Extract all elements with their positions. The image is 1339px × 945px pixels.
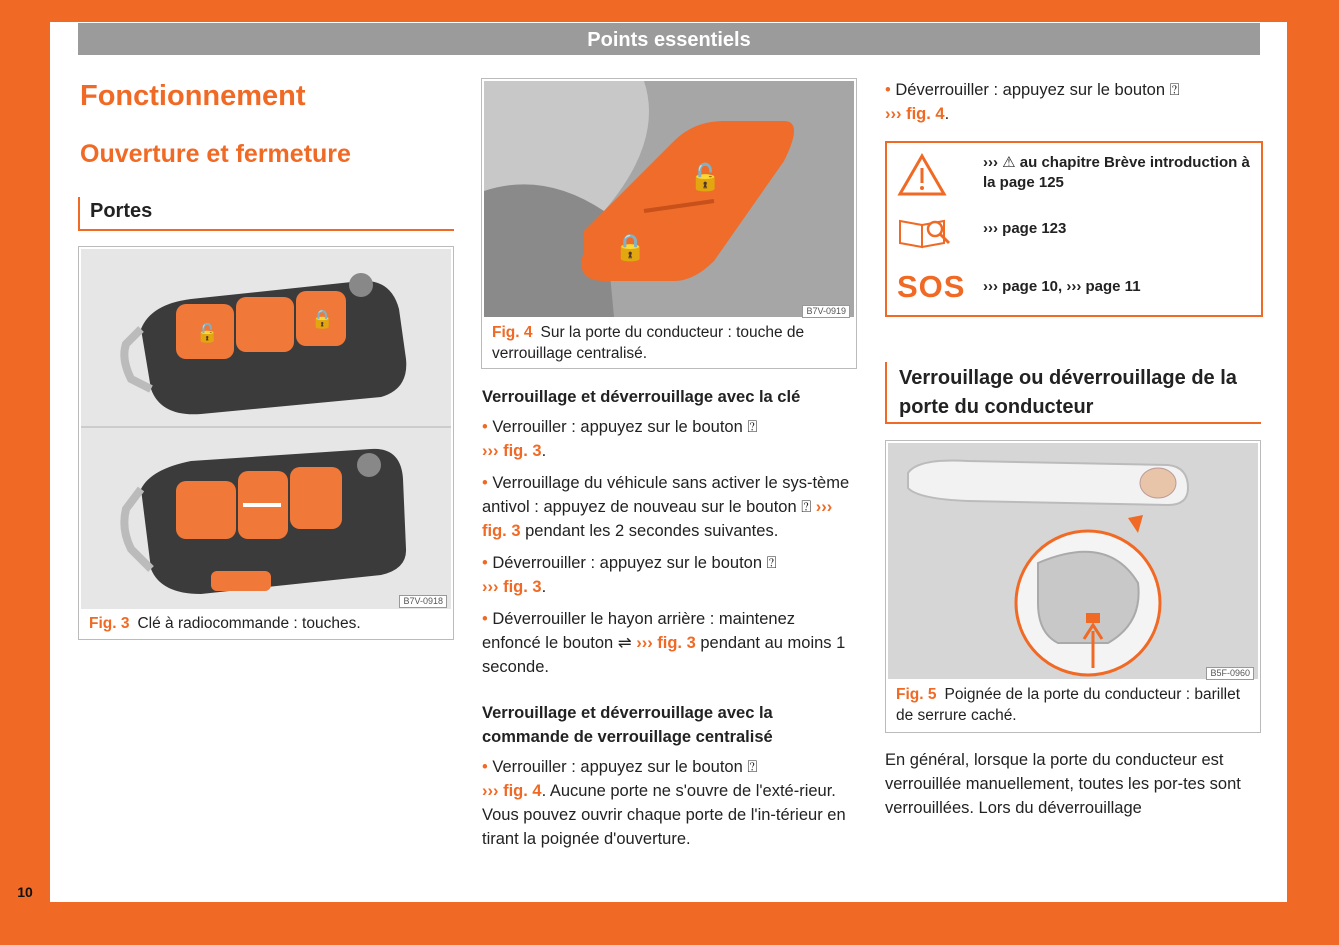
bullet-unlock-key: • Déverrouiller : appuyez sur le bouton ⍰ ››› fig. 3. <box>482 554 777 596</box>
figure-3-code: B7V-0918 <box>399 595 447 608</box>
bullet-lock-central: • Verrouiller : appuyez sur le bouton ⍰ ››› fig. 4. Aucune porte ne s'ouvre de l'exté-rieur. Vous pouvez ouvrir chaque porte de l'in-térieur en tirant la poignée d'ouverture. <box>482 758 846 848</box>
svg-text:🔓: 🔓 <box>196 323 219 344</box>
page-header: Points essentiels <box>78 23 1260 55</box>
figure-4-caption-text: Sur la porte du conducteur : touche de verrouillage centralisé. <box>492 324 805 362</box>
ref-book-text[interactable]: ››› page 123 <box>983 220 1067 237</box>
figure-3 <box>78 246 454 640</box>
reference-box <box>885 141 1263 317</box>
ref-fig3-a[interactable]: ››› fig. 3 <box>482 442 542 460</box>
heading-driver-door-text: Verrouillage ou déverrouillage de la porte du conducteur <box>899 367 1237 418</box>
figure-3-image <box>81 249 451 609</box>
ref-fig3-c[interactable]: ››› fig. 3 <box>482 578 542 596</box>
sos-icon: SOS <box>897 269 966 304</box>
bullet-lock-key: • Verrouiller : appuyez sur le bouton ⍰ ››› fig. 3. <box>482 418 758 460</box>
heading-portes-text: Portes <box>90 200 153 222</box>
figure-4-image <box>484 81 854 317</box>
figure-5-caption-text: Poignée de la porte du conducteur : barillet de serrure caché. <box>896 686 1241 724</box>
figure-4-code: B7V-0919 <box>802 305 850 318</box>
subheading-key: Verrouillage et déverrouillage avec la clé <box>482 388 801 406</box>
bullet-unlock-tailgate: • Déverrouiller le hayon arrière : maintenez enfoncé le bouton ⇌ ››› fig. 3 pendant au moins 1 seconde. <box>482 610 846 676</box>
page-number: 10 <box>17 884 33 900</box>
door-button-illustration <box>484 81 854 317</box>
ref-row-warning <box>887 151 1261 201</box>
book-search-icon <box>897 215 953 251</box>
figure-4-label: Fig. 4 <box>492 324 533 341</box>
heading-driver-door <box>885 362 1261 424</box>
bullet-unlock-central: • Déverrouiller : appuyez sur le bouton ⍰ ››› fig. 4. <box>885 81 1180 123</box>
figure-3-label: Fig. 3 <box>89 615 130 632</box>
ref-warning-text[interactable]: ››› ⚠ au chapitre Brève introduction à la page 125 <box>983 154 1250 191</box>
svg-text:🔓: 🔓 <box>689 163 722 193</box>
figure-3-caption <box>89 613 439 634</box>
ref-fig3-d[interactable]: ››› fig. 3 <box>636 634 696 652</box>
figure-4-caption <box>492 322 842 364</box>
subheading-central: Verrouillage et déverrouillage avec la commande de verrouillage centralisé <box>482 704 773 746</box>
key-fob-illustration <box>81 249 451 609</box>
figure-5-label: Fig. 5 <box>896 686 937 703</box>
figure-3-caption-text: Clé à radiocommande : touches. <box>137 615 361 632</box>
door-handle-illustration <box>888 443 1258 679</box>
figure-5-image <box>888 443 1258 679</box>
figure-4 <box>481 78 857 369</box>
driver-door-paragraph: En général, lorsque la porte du conducteur est verrouillée manuellement, toutes les por-tes sont verrouillées. Lors du déverrouillage <box>885 751 1241 817</box>
heading-portes <box>78 197 454 231</box>
ref-fig4-a[interactable]: ››› fig. 4 <box>482 782 542 800</box>
ref-sos-text[interactable]: ››› page 10, ››› page 11 <box>983 278 1141 295</box>
figure-5 <box>885 440 1261 733</box>
ref-fig4-b[interactable]: ››› fig. 4 <box>885 105 945 123</box>
section-subtitle: Ouverture et fermeture <box>80 140 351 168</box>
warning-icon <box>897 153 947 197</box>
ref-row-sos <box>887 265 1261 309</box>
ref-row-book <box>887 211 1261 251</box>
section-title: Fonctionnement <box>80 80 306 112</box>
ref-fig3-b[interactable]: ››› fig. 3 <box>482 498 833 540</box>
middle-column <box>482 385 856 859</box>
figure-5-caption <box>896 684 1246 726</box>
svg-text:🔒: 🔒 <box>614 233 647 263</box>
bullet-lock-no-alarm: • Verrouillage du véhicule sans activer le sys-tème antivol : appuyez de nouveau sur le bouton ⍰ ››› fig. 3 pendant les 2 secondes suivantes. <box>482 474 850 540</box>
figure-5-code: B5F-0960 <box>1206 667 1254 680</box>
svg-text:🔒: 🔒 <box>311 309 334 330</box>
